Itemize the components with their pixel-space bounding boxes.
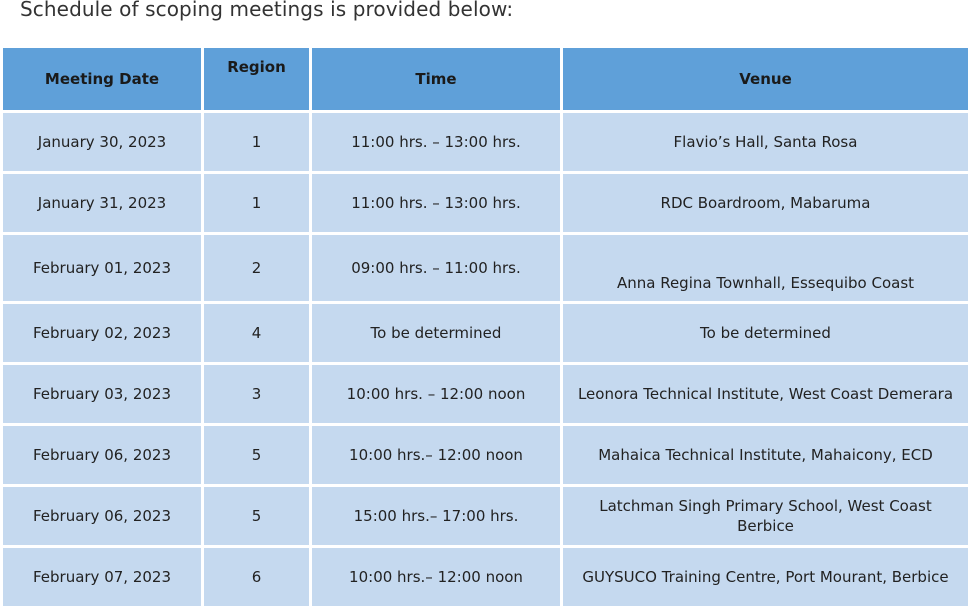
cell-date: February 03, 2023 bbox=[2, 364, 203, 425]
cell-time: 15:00 hrs.– 17:00 hrs. bbox=[311, 486, 562, 547]
cell-time: To be determined bbox=[311, 303, 562, 364]
cell-venue: Leonora Technical Institute, West Coast Demerara bbox=[562, 364, 968, 425]
cell-date: February 06, 2023 bbox=[2, 486, 203, 547]
cell-region: 5 bbox=[203, 425, 311, 486]
cell-venue: GUYSUCO Training Centre, Port Mourant, Berbice bbox=[562, 547, 968, 608]
cell-time: 10:00 hrs.– 12:00 noon bbox=[311, 547, 562, 608]
cell-region: 1 bbox=[203, 112, 311, 173]
cell-venue: Mahaica Technical Institute, Mahaicony, ECD bbox=[562, 425, 968, 486]
cell-time: 10:00 hrs.– 12:00 noon bbox=[311, 425, 562, 486]
cell-time: 09:00 hrs. – 11:00 hrs. bbox=[311, 234, 562, 303]
cell-venue: Latchman Singh Primary School, West Coast Berbice bbox=[562, 486, 968, 547]
cell-venue: RDC Boardroom, Mabaruma bbox=[562, 173, 968, 234]
cell-date: January 30, 2023 bbox=[2, 112, 203, 173]
cell-region: 5 bbox=[203, 486, 311, 547]
cell-time: 11:00 hrs. – 13:00 hrs. bbox=[311, 173, 562, 234]
cell-date: February 01, 2023 bbox=[2, 234, 203, 303]
table-row bbox=[2, 234, 968, 303]
table-row bbox=[2, 303, 968, 364]
table-row bbox=[2, 112, 968, 173]
cell-region: 2 bbox=[203, 234, 311, 303]
cell-region: 3 bbox=[203, 364, 311, 425]
intro-text: Schedule of scoping meetings is provided below: bbox=[20, 0, 513, 21]
cell-venue: To be determined bbox=[562, 303, 968, 364]
cell-time: 11:00 hrs. – 13:00 hrs. bbox=[311, 112, 562, 173]
cell-date: February 06, 2023 bbox=[2, 425, 203, 486]
table-row bbox=[2, 364, 968, 425]
header-time: Time bbox=[311, 48, 562, 112]
table-row bbox=[2, 486, 968, 547]
cell-region: 4 bbox=[203, 303, 311, 364]
meeting-schedule-table bbox=[0, 48, 968, 609]
cell-venue: Anna Regina Townhall, Essequibo Coast bbox=[562, 234, 968, 303]
header-venue: Venue bbox=[562, 48, 968, 112]
table-row bbox=[2, 547, 968, 608]
cell-venue: Flavio’s Hall, Santa Rosa bbox=[562, 112, 968, 173]
cell-region: 1 bbox=[203, 173, 311, 234]
cell-region: 6 bbox=[203, 547, 311, 608]
header-meeting-date: Meeting Date bbox=[2, 48, 203, 112]
cell-date: February 02, 2023 bbox=[2, 303, 203, 364]
cell-date: February 07, 2023 bbox=[2, 547, 203, 608]
table-row bbox=[2, 425, 968, 486]
cell-time: 10:00 hrs. – 12:00 noon bbox=[311, 364, 562, 425]
table-header-row bbox=[2, 48, 968, 112]
header-region: Region bbox=[203, 48, 311, 112]
cell-date: January 31, 2023 bbox=[2, 173, 203, 234]
table-row bbox=[2, 173, 968, 234]
